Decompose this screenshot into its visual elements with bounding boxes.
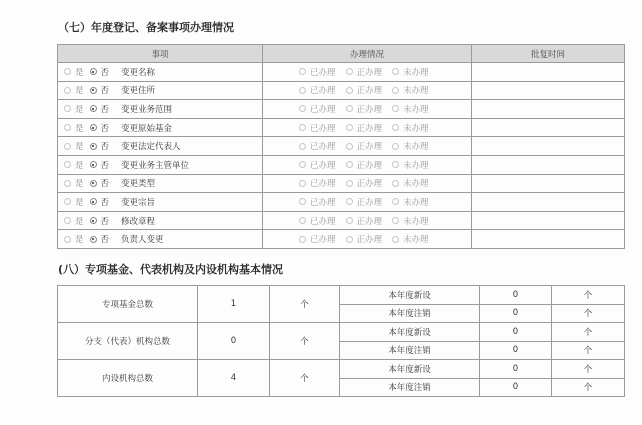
done-radio[interactable] xyxy=(299,198,306,205)
not-done-label: 未办理 xyxy=(403,86,429,97)
status-cell xyxy=(263,137,472,156)
table-row xyxy=(58,230,625,249)
item-label: 变更业务范围 xyxy=(121,104,173,115)
no-label: 否 xyxy=(100,235,110,246)
approval-time-cell[interactable] xyxy=(472,174,625,193)
cancel-unit: 个 xyxy=(552,341,625,360)
item-cell xyxy=(58,211,263,230)
table-row xyxy=(58,155,625,174)
in-progress-radio[interactable] xyxy=(346,236,353,243)
approval-time-cell[interactable] xyxy=(472,193,625,212)
yes-label: 是 xyxy=(75,160,84,171)
no-label: 否 xyxy=(100,142,110,153)
status-cell xyxy=(263,81,472,100)
done-label: 已办理 xyxy=(310,123,336,134)
no-radio[interactable] xyxy=(90,143,97,150)
item-label: 变更原始基金 xyxy=(121,123,173,134)
in-progress-label: 正办理 xyxy=(356,216,383,227)
no-label: 否 xyxy=(100,160,110,171)
row-label: 内设机构总数 xyxy=(58,360,198,397)
row-label: 分支（代表）机构总数 xyxy=(58,323,198,360)
no-radio[interactable] xyxy=(90,198,97,205)
row-label: 专项基金总数 xyxy=(58,286,198,323)
yes-radio[interactable] xyxy=(64,105,71,112)
in-progress-label: 正办理 xyxy=(356,104,383,115)
no-label: 否 xyxy=(100,179,110,190)
not-done-label: 未办理 xyxy=(403,235,429,246)
in-progress-label: 正办理 xyxy=(356,197,383,208)
in-progress-radio[interactable] xyxy=(346,217,353,224)
yes-label: 是 xyxy=(75,235,84,246)
status-cell xyxy=(263,211,472,230)
not-done-radio[interactable] xyxy=(392,180,399,187)
yes-radio[interactable] xyxy=(64,124,71,131)
status-cell xyxy=(263,118,472,137)
done-label: 已办理 xyxy=(310,67,336,78)
done-radio[interactable] xyxy=(299,236,306,243)
done-radio[interactable] xyxy=(299,180,306,187)
cancel-unit: 个 xyxy=(552,378,625,397)
status-cell xyxy=(263,63,472,82)
item-cell xyxy=(58,118,263,137)
yes-radio[interactable] xyxy=(64,87,71,94)
not-done-label: 未办理 xyxy=(403,67,429,78)
done-label: 已办理 xyxy=(310,216,336,227)
cancel-label: 本年度注销 xyxy=(340,341,480,360)
new-unit: 个 xyxy=(552,286,625,305)
approval-time-cell[interactable] xyxy=(472,230,625,249)
not-done-radio[interactable] xyxy=(392,87,399,94)
new-value: 0 xyxy=(480,360,552,379)
approval-time-cell[interactable] xyxy=(472,155,625,174)
section-8-title: (八）专项基金、代表机构及内设机构基本情况 xyxy=(58,263,284,276)
yes-radio[interactable] xyxy=(64,68,71,75)
yes-label: 是 xyxy=(75,67,84,78)
not-done-label: 未办理 xyxy=(403,179,429,190)
item-label: 变更业务主管单位 xyxy=(121,160,190,171)
table-row xyxy=(58,323,625,342)
done-radio[interactable] xyxy=(299,105,306,112)
item-cell xyxy=(58,137,263,156)
new-label: 本年度新设 xyxy=(340,360,480,379)
table-row xyxy=(58,211,625,230)
yes-radio[interactable] xyxy=(64,161,71,168)
yes-label: 是 xyxy=(75,179,84,190)
done-label: 已办理 xyxy=(310,179,336,190)
not-done-radio[interactable] xyxy=(392,124,399,131)
no-label: 否 xyxy=(100,197,110,208)
not-done-radio[interactable] xyxy=(392,217,399,224)
total-value: 0 xyxy=(198,323,270,360)
yes-label: 是 xyxy=(75,86,84,97)
in-progress-label: 正办理 xyxy=(356,142,383,153)
approval-time-cell[interactable] xyxy=(472,118,625,137)
not-done-label: 未办理 xyxy=(403,142,429,153)
cancel-value: 0 xyxy=(480,378,552,397)
table-row xyxy=(58,81,625,100)
item-label: 变更宗旨 xyxy=(121,197,156,208)
no-label: 否 xyxy=(100,123,110,134)
in-progress-label: 正办理 xyxy=(356,160,383,171)
new-label: 本年度新设 xyxy=(340,323,480,342)
item-label: 变更住所 xyxy=(121,86,156,97)
status-cell xyxy=(263,174,472,193)
table-row xyxy=(58,360,625,379)
no-radio[interactable] xyxy=(90,124,97,131)
item-cell xyxy=(58,155,263,174)
done-label: 已办理 xyxy=(310,197,336,208)
item-cell xyxy=(58,230,263,249)
in-progress-radio[interactable] xyxy=(346,198,353,205)
header-status: 办理情况 xyxy=(263,45,472,63)
total-unit: 个 xyxy=(270,323,340,360)
in-progress-radio[interactable] xyxy=(346,161,353,168)
cancel-label: 本年度注销 xyxy=(340,378,480,397)
approval-time-cell[interactable] xyxy=(472,211,625,230)
no-radio[interactable] xyxy=(90,180,97,187)
yes-label: 是 xyxy=(75,216,84,227)
not-done-label: 未办理 xyxy=(403,123,429,134)
yes-label: 是 xyxy=(75,142,84,153)
not-done-radio[interactable] xyxy=(392,105,399,112)
fund-institution-table xyxy=(57,285,625,397)
no-radio[interactable] xyxy=(90,105,97,112)
yes-radio[interactable] xyxy=(64,143,71,150)
in-progress-radio[interactable] xyxy=(346,105,353,112)
new-unit: 个 xyxy=(552,360,625,379)
done-radio[interactable] xyxy=(299,143,306,150)
approval-time-cell[interactable] xyxy=(472,81,625,100)
item-cell xyxy=(58,174,263,193)
item-label: 负责人变更 xyxy=(121,235,164,246)
total-unit: 个 xyxy=(270,286,340,323)
not-done-label: 未办理 xyxy=(403,160,429,171)
in-progress-label: 正办理 xyxy=(356,235,383,246)
status-cell xyxy=(263,155,472,174)
in-progress-radio[interactable] xyxy=(346,124,353,131)
header-item: 事项 xyxy=(58,45,263,63)
done-label: 已办理 xyxy=(310,235,336,246)
new-value: 0 xyxy=(480,286,552,305)
not-done-radio[interactable] xyxy=(392,161,399,168)
table-row xyxy=(58,174,625,193)
cancel-label: 本年度注销 xyxy=(340,304,480,323)
cancel-value: 0 xyxy=(480,341,552,360)
done-radio[interactable] xyxy=(299,68,306,75)
yes-radio[interactable] xyxy=(64,180,71,187)
table-row xyxy=(58,63,625,82)
approval-time-cell[interactable] xyxy=(472,137,625,156)
new-unit: 个 xyxy=(552,323,625,342)
yes-radio[interactable] xyxy=(64,198,71,205)
item-label: 变更法定代表人 xyxy=(121,142,181,153)
item-cell xyxy=(58,63,263,82)
no-label: 否 xyxy=(100,216,110,227)
total-value: 4 xyxy=(198,360,270,397)
item-label: 变更类型 xyxy=(121,179,156,190)
not-done-radio[interactable] xyxy=(392,236,399,243)
done-label: 已办理 xyxy=(310,104,336,115)
not-done-label: 未办理 xyxy=(403,216,429,227)
done-radio[interactable] xyxy=(299,87,306,94)
yes-label: 是 xyxy=(75,104,84,115)
yes-label: 是 xyxy=(75,123,84,134)
in-progress-radio[interactable] xyxy=(346,143,353,150)
item-label: 变更名称 xyxy=(121,67,156,78)
item-cell xyxy=(58,81,263,100)
no-radio[interactable] xyxy=(90,87,97,94)
item-cell xyxy=(58,100,263,119)
total-value: 1 xyxy=(198,286,270,323)
done-label: 已办理 xyxy=(310,142,336,153)
table-row xyxy=(58,193,625,212)
no-radio[interactable] xyxy=(90,236,97,243)
item-cell xyxy=(58,193,263,212)
table-row xyxy=(58,137,625,156)
table-row xyxy=(58,118,625,137)
section-7-title: （七）年度登记、备案事项办理情况 xyxy=(58,21,234,34)
cancel-unit: 个 xyxy=(552,304,625,323)
done-radio[interactable] xyxy=(299,217,306,224)
in-progress-label: 正办理 xyxy=(356,179,383,190)
yes-radio[interactable] xyxy=(64,217,71,224)
status-cell xyxy=(263,100,472,119)
approval-time-cell[interactable] xyxy=(472,63,625,82)
table-row xyxy=(58,100,625,119)
table-row xyxy=(58,286,625,305)
approval-time-cell[interactable] xyxy=(472,100,625,119)
table-header-row xyxy=(58,45,625,63)
in-progress-label: 正办理 xyxy=(356,86,383,97)
in-progress-radio[interactable] xyxy=(346,68,353,75)
in-progress-label: 正办理 xyxy=(356,67,383,78)
status-cell xyxy=(263,230,472,249)
registration-filing-table xyxy=(57,44,625,249)
total-unit: 个 xyxy=(270,360,340,397)
done-label: 已办理 xyxy=(310,86,336,97)
done-radio[interactable] xyxy=(299,124,306,131)
not-done-radio[interactable] xyxy=(392,198,399,205)
done-radio[interactable] xyxy=(299,161,306,168)
no-label: 否 xyxy=(100,86,110,97)
not-done-radio[interactable] xyxy=(392,68,399,75)
no-radio[interactable] xyxy=(90,217,97,224)
no-radio[interactable] xyxy=(90,68,97,75)
cancel-value: 0 xyxy=(480,304,552,323)
not-done-radio[interactable] xyxy=(392,143,399,150)
new-value: 0 xyxy=(480,323,552,342)
header-approval-time: 批复时间 xyxy=(472,45,625,63)
not-done-label: 未办理 xyxy=(403,104,429,115)
new-label: 本年度新设 xyxy=(340,286,480,305)
item-label: 修改章程 xyxy=(121,216,156,227)
in-progress-label: 正办理 xyxy=(356,123,383,134)
no-label: 否 xyxy=(100,104,110,115)
yes-radio[interactable] xyxy=(64,236,71,243)
no-radio[interactable] xyxy=(90,161,97,168)
no-label: 否 xyxy=(100,67,110,78)
yes-label: 是 xyxy=(75,197,84,208)
in-progress-radio[interactable] xyxy=(346,87,353,94)
status-cell xyxy=(263,193,472,212)
in-progress-radio[interactable] xyxy=(346,180,353,187)
not-done-label: 未办理 xyxy=(403,197,429,208)
done-label: 已办理 xyxy=(310,160,336,171)
